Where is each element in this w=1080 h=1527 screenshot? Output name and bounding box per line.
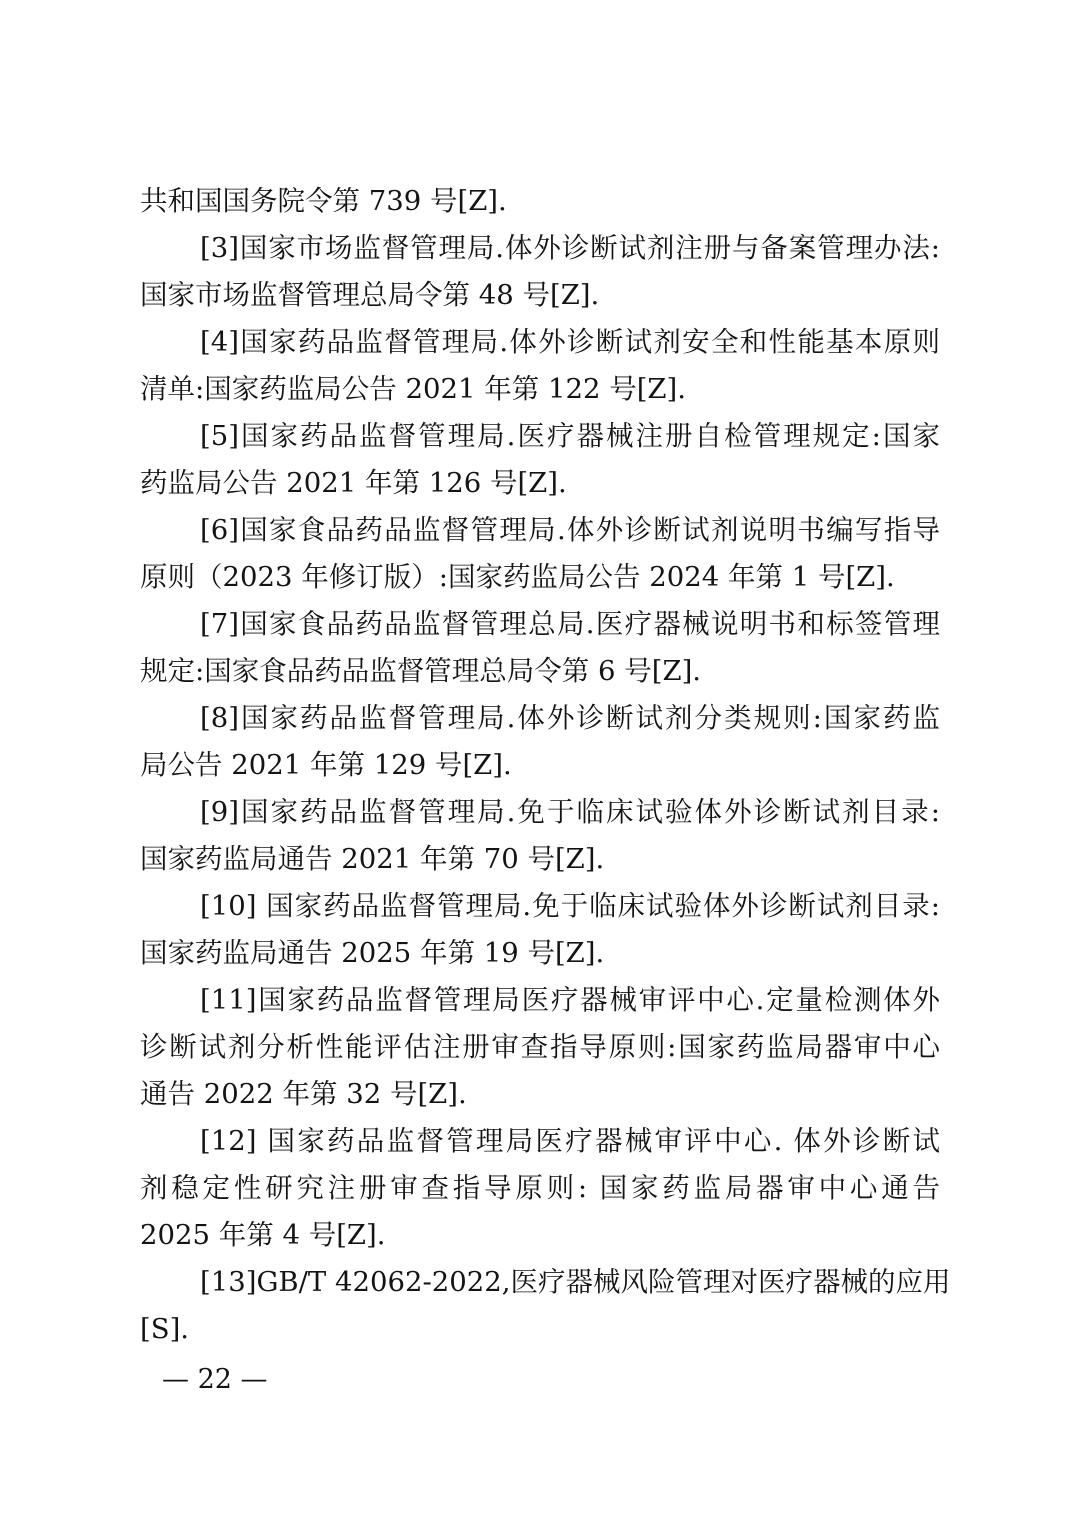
reference-line: [10] 国家药品监督管理局.免于临床试验体外诊断试剂目录: — [200, 890, 940, 922]
reference-line: 药监局公告 2021 年第 126 号[Z]. — [140, 467, 567, 499]
reference-line: 原则（2023 年修订版）:国家药监局公告 2024 年第 1 号[Z]. — [140, 561, 895, 593]
reference-line: 共和国国务院令第 739 号[Z]. — [140, 185, 507, 217]
reference-line: 规定:国家食品药品监督管理总局令第 6 号[Z]. — [140, 655, 702, 687]
reference-line: [13]GB/T 42062-2022,医疗器械风险管理对医疗器械的应用 — [200, 1266, 951, 1298]
reference-line: 局公告 2021 年第 129 号[Z]. — [140, 749, 512, 781]
page-number: — 22 — — [162, 1364, 268, 1395]
reference-line: [S]. — [140, 1313, 190, 1345]
reference-line: 清单:国家药监局公告 2021 年第 122 号[Z]. — [140, 373, 687, 405]
reference-line: 2025 年第 4 号[Z]. — [140, 1219, 386, 1251]
reference-line: [6]国家食品药品监督管理局.体外诊断试剂说明书编写指导 — [200, 514, 940, 546]
reference-line: 国家药监局通告 2021 年第 70 号[Z]. — [140, 843, 605, 875]
reference-line: 国家药监局通告 2025 年第 19 号[Z]. — [140, 937, 605, 969]
reference-line: 剂稳定性研究注册审查指导原则: 国家药监局器审中心通告 — [140, 1172, 940, 1204]
reference-line: [9]国家药品监督管理局.免于临床试验体外诊断试剂目录: — [200, 796, 940, 828]
reference-line: [8]国家药品监督管理局.体外诊断试剂分类规则:国家药监 — [200, 702, 940, 734]
reference-line: 通告 2022 年第 32 号[Z]. — [140, 1078, 467, 1110]
reference-line: [5]国家药品监督管理局.医疗器械注册自检管理规定:国家 — [200, 420, 940, 452]
reference-line: [4]国家药品监督管理局.体外诊断试剂安全和性能基本原则 — [200, 326, 940, 358]
reference-line: [12] 国家药品监督管理局医疗器械审评中心. 体外诊断试 — [200, 1125, 940, 1157]
reference-line: 诊断试剂分析性能评估注册审查指导原则:国家药监局器审中心 — [140, 1031, 940, 1063]
reference-line: [7]国家食品药品监督管理总局.医疗器械说明书和标签管理 — [200, 608, 940, 640]
reference-line: 国家市场监督管理总局令第 48 号[Z]. — [140, 279, 600, 311]
reference-line: [11]国家药品监督管理局医疗器械审评中心.定量检测体外 — [200, 984, 940, 1016]
reference-list — [140, 178, 951, 1353]
reference-line: [3]国家市场监督管理局.体外诊断试剂注册与备案管理办法: — [200, 232, 940, 264]
